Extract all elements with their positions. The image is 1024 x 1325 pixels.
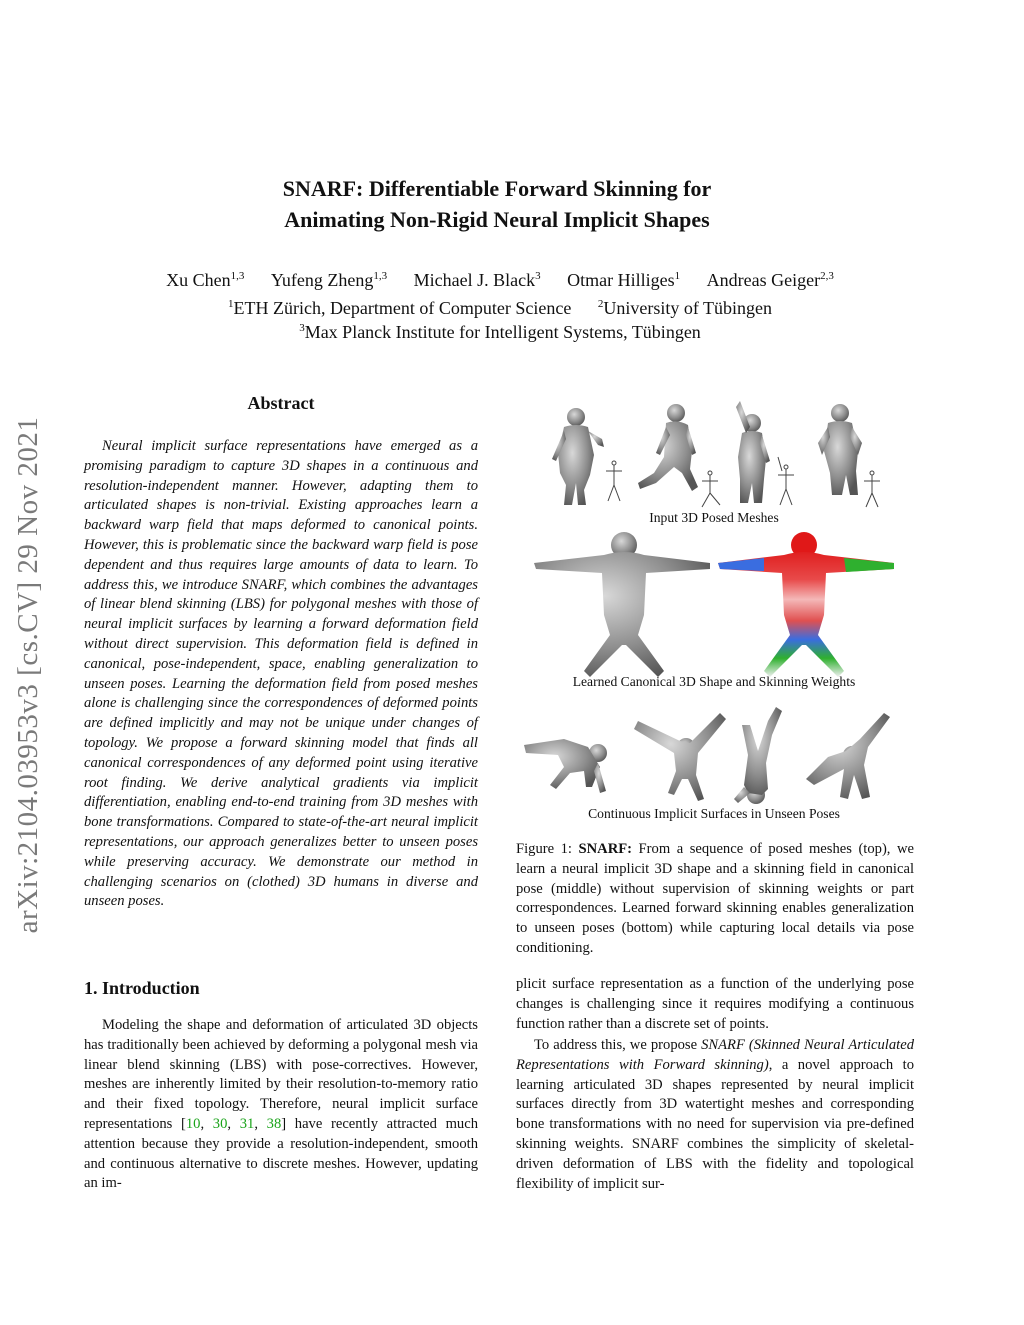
citation-link[interactable]: 31 (239, 1115, 255, 1132)
affiliations-line-2 (80, 322, 920, 343)
author: Xu Chen$^{1,3}$ (166, 270, 245, 290)
author: Andreas Geiger$^{2,3}$ (706, 270, 834, 290)
posed-mesh (818, 404, 862, 495)
intro-heading: 1. Introduction (84, 978, 200, 998)
unseen-pose-mesh (524, 739, 607, 793)
unseen-pose-mesh (734, 707, 782, 804)
affiliation: $^3$Max Planck Institute for Intelligent Systems, Tübingen (299, 322, 701, 342)
abstract-text: Neural implicit surface representations have emerged as a promising paradigm to capture 3D shapes in a continuous and resolution-independent manner. However, adapting them to articulated shapes is non-trivial. Existing approaches learn a backward warp field that maps deformed to canonical points. However, this is problematic since the backward warp field is pose dependent and thus requires large amounts of data to learn. To address this, we introduce SNARF, which combines the advantages of linear blend skinning (LBS) for polygonal meshes with those of neural implicit surfaces by learning a forward deformation field without direct supervision. This deformation field is defined in canonical, pose-independent, space, enabling generalization to unseen poses. Learning the deformation field from posed meshes alone is challenging since the correspondences of deformed points are defined implicitly and may not be unique under changes of topology. We propose a forward skinning model that finds all canonical correspondences of any deformed point using iterative root finding. We derive analytical gradients via implicit differentiation, enabling end-to-end training from 3D meshes with bone transformations. Compared to state-of-the-art neural implicit representations, our approach generalizes better to unseen poses while preserving accuracy. We demonstrate our method in challenging scenarios on (clothed) 3D humans in diverse and unseen poses. (84, 438, 478, 910)
right-paragraph-2: To address this, we propose SNARF (Skinned Neural Articulated Representations with Forward skinning), a novel approach to learning articulated 3D shapes represented by neural implicit surfaces directly from 3D watertight meshes and corresponding bone transformations with no need for supervision via pre-defined skinning weights. SNARF combines the simplicity of skeletal-driven deformation of LBS with the fidelity and topological flexibility of implicit sur- (516, 1037, 914, 1192)
affiliation: $^2$University of Tübingen (597, 298, 773, 318)
author-list (80, 270, 920, 291)
posed-mesh (638, 404, 698, 491)
figure-subcaption-middle: Learned Canonical 3D Shape and Skinning Weights (572, 674, 856, 689)
canonical-mesh (534, 532, 710, 677)
title-line-2: Animating Non-Rigid Neural Implicit Shapes (284, 207, 710, 232)
figure-subcaption-top: Input 3D Posed Meshes (649, 510, 779, 525)
author: Michael J. Black$^3$ (413, 270, 541, 290)
figure-1-illustration (514, 395, 914, 825)
paper-title (100, 173, 894, 235)
skeleton-figure (702, 471, 720, 507)
skeleton-figure (864, 471, 880, 507)
affiliations-line-1 (80, 298, 920, 319)
abstract-heading: Abstract (247, 393, 315, 413)
skeleton-figure (778, 457, 794, 505)
unseen-pose-mesh (634, 713, 726, 801)
unseen-pose-mesh (806, 713, 890, 799)
skinning-weights-mesh (718, 532, 894, 677)
right-paragraph-1: plicit surface representation as a function of the underlying pose changes is challenging since it requires modifying a continuous function rather than a discrete set of points. (516, 976, 914, 1032)
posed-mesh (736, 401, 770, 503)
intro-paragraph: Modeling the shape and deformation of articulated 3D objects has traditionally been achieved by deforming a polygonal mesh via linear blend skinning (LBS) with pose-correctives. However, meshes are inherently limited by their resolution-to-memory ratio and their fixed topology. Therefore, neural implicit surface representations [10, 30, 31, 38] have recently attracted much attention because they provide a resolution-independent, smooth and continuous alternative to discrete meshes. However, updating an im- (84, 1017, 478, 1192)
citation-link[interactable]: 10 (185, 1115, 201, 1132)
citation-link[interactable]: 38 (266, 1115, 282, 1132)
affiliation: $^1$ETH Zürich, Department of Computer Science (227, 298, 572, 318)
arxiv-identifier: arXiv:2104.03953v3 [cs.CV] 29 Nov 2021 (12, 416, 44, 934)
figure-subcaption-bottom: Continuous Implicit Surfaces in Unseen Poses (588, 806, 840, 821)
citation-link[interactable]: 30 (212, 1115, 228, 1132)
posed-mesh (552, 408, 604, 505)
figure-caption: Figure 1: SNARF: From a sequence of posed meshes (top), we learn a neural implicit 3D shape and a skinning field in canonical pose (middle) without supervision of skinning weights or part correspondences. Learned forward skinning enables generalization to unseen poses (bottom) while capturing local details via pose conditioning. (516, 841, 914, 956)
author: Yufeng Zheng$^{1,3}$ (270, 270, 388, 290)
title-line-1: SNARF: Differentiable Forward Skinning for (282, 176, 712, 201)
skeleton-figure (606, 461, 622, 501)
author: Otmar Hilliges$^1$ (567, 270, 681, 290)
